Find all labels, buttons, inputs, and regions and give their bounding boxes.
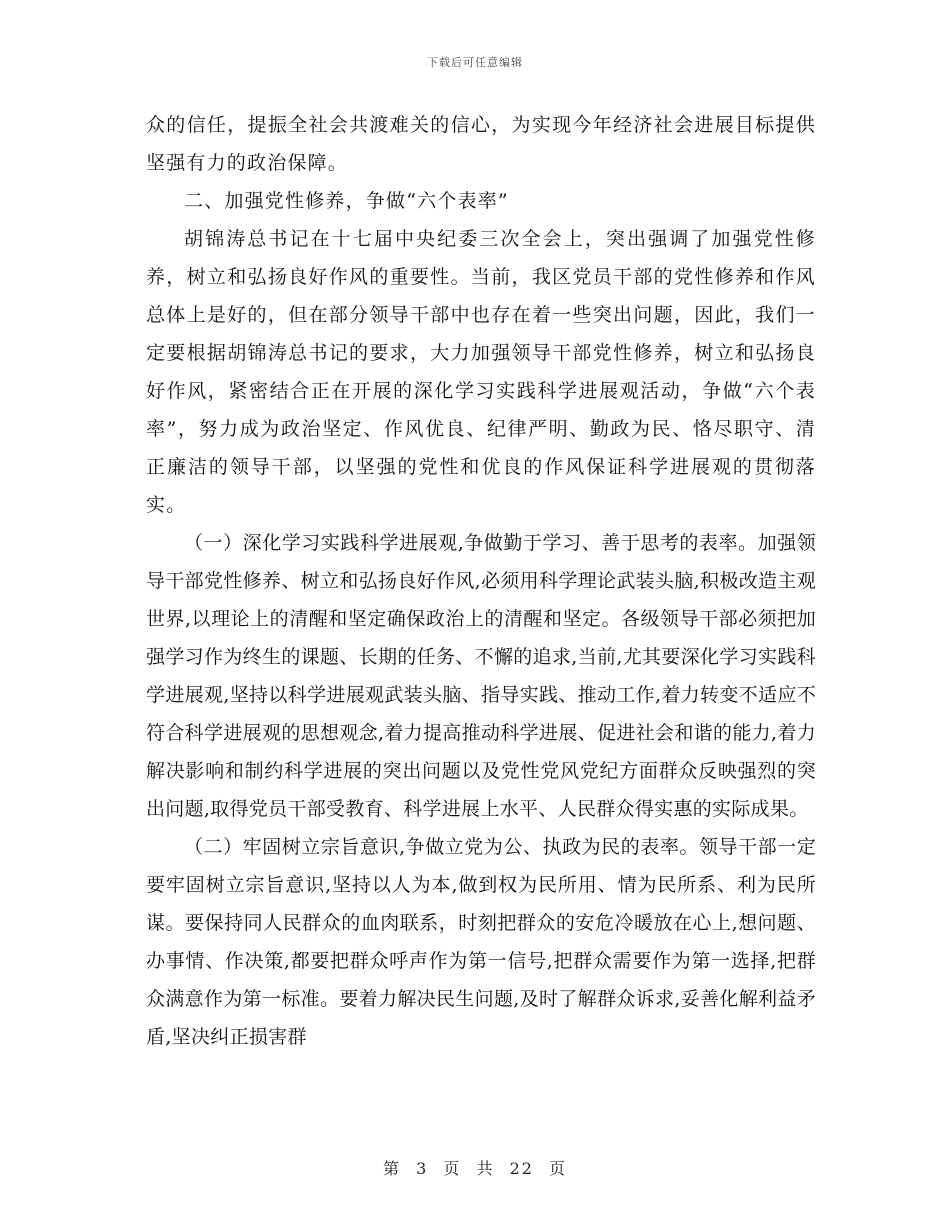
paragraph-intro: 胡锦涛总书记在十七届中央纪委三次全会上，突出强调了加强党性修养，树立和弘扬良好作风的重要性。当前，我区党员干部的党性修养和作风总体上是好的，但在部分领导干部中也存在着一些突出问题，因此，我们一定要根据胡锦涛总书记的要求，大力加强领导干部党性修养，树立和弘扬良好作风，紧密结合正在开展的深化学习实践科学进展观活动，争做“六个表率”，努力成为政治坚定、作风优良、纪律严明、勤政为民、恪尽职守、清正廉洁的领导干部，以坚强的党性和优良的作风保证科学进展观的贯彻落实。: [146, 228, 816, 516]
document-body: [146, 106, 816, 1056]
footer-total-label: 共: [476, 1159, 495, 1178]
page-footer: [0, 1156, 950, 1179]
paragraph-item-1: （一）深化学习实践科学进展观,争做勤于学习、善于思考的表率。加强领导干部党性修养、树立和弘扬良好作风,必须用科学理论武装头脑,积极改造主观世界,以理论上的清醒和坚定确保政治上的清醒和坚定。各级领导干部必须把加强学习作为终生的课题、长期的任务、不懈的追求,当前,尤其要深化学习实践科学进展观,坚持以科学进展观武装头脑、指导实践、推动工作,着力转变不适应不符合科学进展观的思想观念,着力提高推动科学进展、促进社会和谐的能力,着力解决影响和制约科学进展的突出问题以及党性党风党纪方面群众反映强烈的突出问题,取得党员干部受教育、科学进展上水平、人民群众得实惠的实际成果。: [146, 532, 816, 820]
footer-total-pages: 22: [509, 1159, 534, 1178]
paragraph-item-2: （二）牢固树立宗旨意识,争做立党为公、执政为民的表率。领导干部一定要牢固树立宗旨意识,坚持以人为本,做到权为民所用、情为民所系、利为民所谋。要保持同人民群众的血肉联系，时刻把群众的安危冷暖放在心上,想问题、办事情、作决策,都要把群众呼声作为第一信号,把群众需要作为第一选择,把群众满意作为第一标准。要着力解决民生问题,及时了解群众诉求,妥善化解利益矛盾,坚决纠正损害群: [146, 836, 816, 1048]
paragraph-continuation: 众的信任，提振全社会共渡难关的信心，为实现今年经济社会进展目标提供坚强有力的政治保障。: [146, 114, 816, 174]
footer-page-number: 3: [416, 1159, 429, 1178]
footer-total-unit: 页: [549, 1159, 568, 1178]
footer-page-unit: 页: [443, 1159, 462, 1178]
footer-page-label: 第: [382, 1159, 401, 1178]
header-note: 下载后可任意编辑: [427, 56, 523, 69]
section-heading: 二、加强党性修养，争做“六个表率”: [184, 190, 509, 212]
